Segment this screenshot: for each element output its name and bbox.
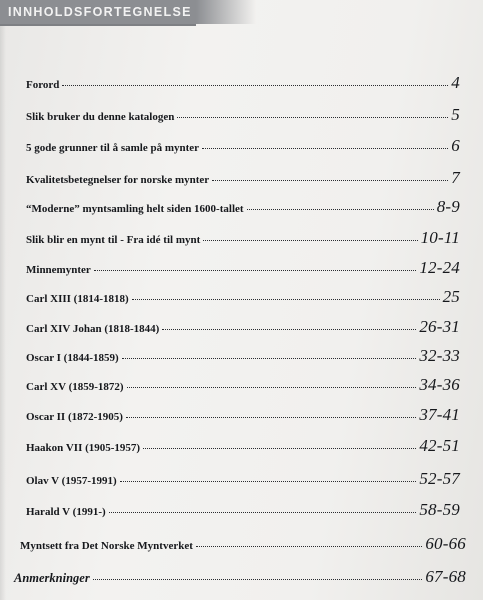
toc-dot-leader	[127, 387, 417, 388]
toc-dot-leader	[120, 481, 417, 482]
toc-entry-page: 25	[442, 287, 460, 306]
toc-entry-page: 60-66	[425, 534, 466, 553]
toc-entry-title: Carl XIII (1814-1818)	[26, 293, 129, 305]
toc-dot-leader	[177, 117, 448, 118]
page-title: INNHOLDSFORTEGNELSE	[8, 5, 192, 19]
toc-entry-title: Oscar II (1872-1905)	[26, 411, 123, 423]
toc-entry-page: 4	[451, 73, 460, 92]
toc-entry-oscar-i[interactable]	[26, 346, 460, 372]
toc-entry-title: Haakon VII (1905-1957)	[26, 442, 141, 454]
toc-entry-title: Kvalitetsbetegnelser for norske mynter	[26, 174, 210, 186]
toc-entry-page: 12-24	[419, 258, 460, 277]
toc-dot-leader	[143, 448, 416, 449]
toc-entry-title: Anmerkninger	[14, 571, 90, 585]
toc-entry-anmerkninger[interactable]	[14, 567, 466, 593]
toc-dot-leader	[122, 358, 417, 359]
toc-entry-myntsett[interactable]	[20, 534, 466, 560]
toc-dot-leader	[196, 546, 422, 547]
toc-dot-leader	[62, 85, 448, 86]
toc-entry-page: 37-41	[419, 405, 460, 424]
toc-dot-leader	[132, 299, 440, 300]
toc-entry-carl-xv[interactable]	[26, 375, 460, 401]
toc-entry-title: “Moderne” myntsamling helt siden 1600-tallet	[26, 203, 244, 215]
toc-dot-leader	[93, 579, 423, 580]
toc-entry-grunner[interactable]	[26, 136, 460, 162]
toc-dot-leader	[203, 240, 417, 241]
toc-dot-leader	[109, 512, 417, 513]
toc-entry-title: Carl XIV Johan (1818-1844)	[26, 323, 160, 335]
toc-entry-page: 5	[451, 105, 460, 124]
toc-dot-leader	[202, 148, 448, 149]
toc-entry-title: Carl XV (1859-1872)	[26, 381, 124, 393]
toc-dot-leader	[212, 180, 448, 181]
toc-entry-carl-xiv-johan[interactable]	[26, 317, 460, 343]
toc-entry-title: Slik blir en mynt til - Fra idé til mynt	[26, 234, 201, 246]
toc-entry-title: Oscar I (1844-1859)	[26, 352, 119, 364]
toc-entry-carl-xiii[interactable]	[26, 287, 460, 313]
toc-entry-minnemynter[interactable]	[26, 258, 460, 284]
toc-entry-page: 32-33	[419, 346, 460, 365]
toc-entry-moderne[interactable]	[26, 197, 460, 223]
toc-entry-page: 42-51	[419, 436, 460, 455]
toc-entry-title: Myntsett fra Det Norske Myntverket	[20, 540, 193, 552]
toc-entry-page: 34-36	[419, 375, 460, 394]
toc-entry-haakon-vii[interactable]	[26, 436, 460, 462]
toc-entry-title: Olav V (1957-1991)	[26, 475, 117, 487]
toc-entry-page: 6	[451, 136, 460, 155]
toc-entry-title: Harald V (1991-)	[26, 506, 106, 518]
toc-entry-olav-v[interactable]	[26, 469, 460, 495]
toc-entry-harald-v[interactable]	[26, 500, 460, 526]
toc-entry-page: 58-59	[419, 500, 460, 519]
toc-entry-title: Minnemynter	[26, 264, 91, 276]
toc-entry-katalogen[interactable]	[26, 105, 460, 131]
toc-entry-page: 67-68	[425, 567, 466, 586]
toc-dot-leader	[94, 270, 417, 271]
toc-dot-leader	[247, 209, 434, 210]
toc-entry-title: Slik bruker du denne katalogen	[26, 111, 175, 123]
toc-entry-title: Forord	[26, 79, 60, 91]
toc-entry-mynt-til[interactable]	[26, 228, 460, 254]
toc-entry-kvalitet[interactable]	[26, 168, 460, 194]
toc-entry-page: 8-9	[436, 197, 460, 216]
toc-dot-leader	[162, 329, 416, 330]
toc-entry-title: 5 gode grunner til å samle på mynter	[26, 142, 200, 154]
toc-entry-forord[interactable]	[26, 73, 460, 99]
toc-entry-page: 26-31	[419, 317, 460, 336]
toc-entry-page: 52-57	[419, 469, 460, 488]
toc-dot-leader	[126, 417, 416, 418]
toc-entry-oscar-ii[interactable]	[26, 405, 460, 431]
toc-entry-page: 7	[451, 168, 460, 187]
toc-entry-page: 10-11	[420, 228, 460, 247]
